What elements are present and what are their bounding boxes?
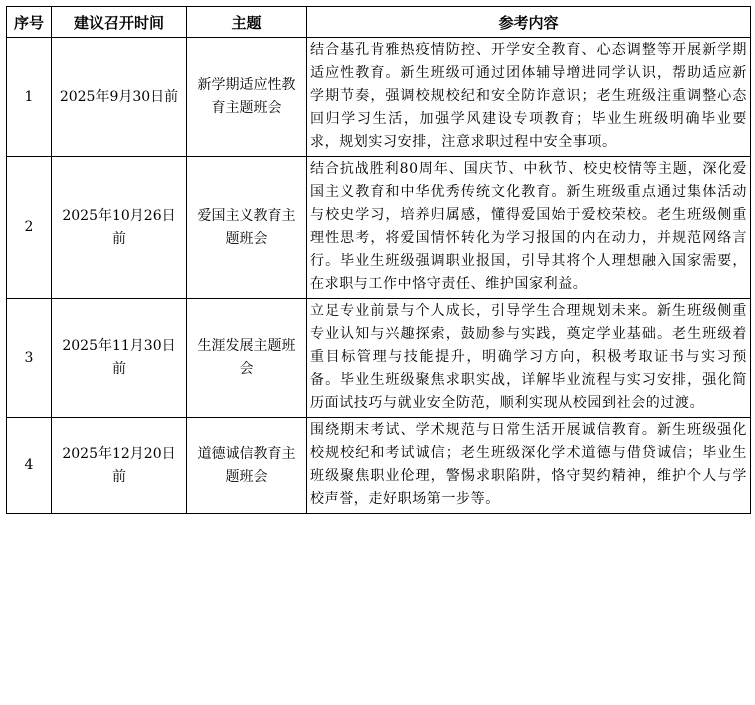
row-number: 2 [7,157,52,299]
header-theme: 主题 [187,7,307,38]
row-theme: 道德诚信教育主题班会 [187,418,307,514]
row-content: 立足专业前景与个人成长，引导学生合理规划未来。新生班级侧重专业认知与兴趣探索，鼓励参与实践，奠定学业基础。老生班级着重目标管理与技能提升，明确学习方向，积极考取证书与实习预备。毕业生班级聚焦求职实战，详解毕业流程与实习安排，强化简历面试技巧与就业安全防范，顺利实现从校园到社会的过渡。 [307,299,751,418]
header-suggested-time: 建议召开时间 [52,7,187,38]
table-row [7,157,751,299]
row-date: 2025年12月20日前 [52,418,187,514]
table-header-row [7,7,751,38]
row-content: 围绕期末考试、学术规范与日常生活开展诚信教育。新生班级强化校规校纪和考试诚信；老生班级深化学术道德与借贷诚信；毕业生班级聚焦职业伦理，警惕求职陷阱，恪守契约精神，维护个人与学校声誉，走好职场第一步等。 [307,418,751,514]
row-number: 1 [7,38,52,157]
row-date: 2025年10月26日前 [52,157,187,299]
table-row [7,38,751,157]
row-theme: 爱国主义教育主题班会 [187,157,307,299]
header-number: 序号 [7,7,52,38]
row-number: 3 [7,299,52,418]
row-theme: 生涯发展主题班会 [187,299,307,418]
table-row [7,418,751,514]
theme-meeting-schedule-table [6,6,751,514]
row-content: 结合抗战胜利80周年、国庆节、中秋节、校史校情等主题，深化爱国主义教育和中华优秀传统文化教育。新生班级重点通过集体活动与校史学习，培养归属感，懂得爱国始于爱校荣校。老生班级侧重理性思考，将爱国情怀转化为学习报国的内在动力，并规范网络言行。毕业生班级强调职业报国，引导其将个人理想融入国家需要，在求职与工作中恪守责任、维护国家利益。 [307,157,751,299]
theme-meeting-table-wrapper [6,6,751,514]
header-reference-content: 参考内容 [307,7,751,38]
row-theme: 新学期适应性教育主题班会 [187,38,307,157]
row-content: 结合基孔肯雅热疫情防控、开学安全教育、心态调整等开展新学期适应性教育。新生班级可通过团体辅导增进同学认识，帮助适应新学期节奏，强调校规校纪和安全防诈意识；老生班级注重调整心态回归学习生活，加强学风建设专项教育；毕业生班级明确毕业要求，规划实习安排，注意求职过程中安全事项。 [307,38,751,157]
row-date: 2025年11月30日前 [52,299,187,418]
row-date: 2025年9月30日前 [52,38,187,157]
table-row [7,299,751,418]
row-number: 4 [7,418,52,514]
